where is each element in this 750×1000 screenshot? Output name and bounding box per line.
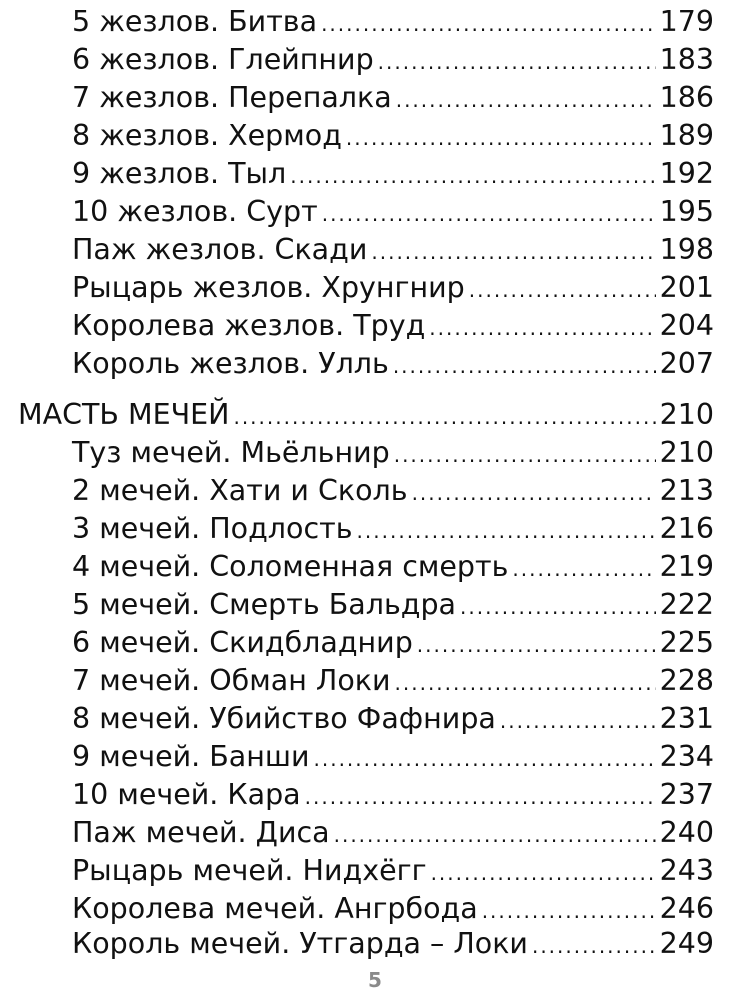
toc-entry-page: 186 bbox=[659, 81, 714, 114]
page-number: 5 bbox=[368, 968, 382, 992]
toc-entry bbox=[72, 79, 714, 117]
toc-dot-leader bbox=[378, 43, 656, 81]
toc-entry-title: 6 жезлов. Глейпнир bbox=[72, 43, 374, 76]
toc-dot-leader bbox=[334, 816, 656, 854]
toc-entry-title: 9 жезлов. Тыл bbox=[72, 157, 287, 190]
toc-entry bbox=[72, 155, 714, 193]
toc-entry-page: 195 bbox=[659, 195, 714, 228]
toc-entry-title: 5 мечей. Смерть Бальдра bbox=[72, 588, 457, 621]
toc-dot-leader bbox=[395, 664, 656, 702]
toc-dot-leader bbox=[346, 119, 656, 157]
toc-dot-leader bbox=[305, 778, 656, 816]
toc-entry-page: 189 bbox=[659, 119, 714, 152]
toc-entry bbox=[72, 41, 714, 79]
toc-dot-leader bbox=[322, 195, 656, 233]
toc-entry-page: 179 bbox=[659, 5, 714, 38]
toc-entry bbox=[72, 925, 714, 963]
toc-dot-leader bbox=[290, 157, 655, 195]
toc-dot-leader bbox=[412, 474, 656, 512]
toc-entry-page: 228 bbox=[659, 664, 714, 697]
toc-entry-page: 240 bbox=[659, 816, 714, 849]
toc-entry-title: 10 жезлов. Сурт bbox=[72, 195, 318, 228]
toc-entry-title: Рыцарь жезлов. Хрунгнир bbox=[72, 271, 465, 304]
toc-dot-leader bbox=[394, 436, 656, 474]
toc-dot-leader bbox=[500, 702, 656, 740]
toc-entry-title: Король жезлов. Улль bbox=[72, 347, 389, 380]
toc-dot-leader bbox=[321, 5, 656, 43]
toc-entry bbox=[72, 852, 714, 890]
toc-dot-leader bbox=[357, 512, 656, 550]
toc-entry bbox=[72, 472, 714, 510]
toc-dot-leader bbox=[371, 233, 655, 271]
toc-dot-leader bbox=[532, 927, 656, 965]
toc-entry-page: 225 bbox=[659, 626, 714, 659]
toc-entry-title: 4 мечей. Соломенная смерть bbox=[72, 550, 509, 583]
toc-entry-page: 216 bbox=[659, 512, 714, 545]
toc-entry-title: Королева жезлов. Труд bbox=[72, 309, 426, 342]
toc-entry-title: 8 мечей. Убийство Фафнира bbox=[72, 702, 496, 735]
toc-entry-title: 6 мечей. Скидбладнир bbox=[72, 626, 413, 659]
toc-entry bbox=[72, 117, 714, 155]
toc-entry bbox=[72, 586, 714, 624]
toc-entry bbox=[72, 231, 714, 269]
toc-entry bbox=[72, 662, 714, 700]
toc-entry bbox=[72, 434, 714, 472]
toc-entry-title: Туз мечей. Мьёльнир bbox=[72, 436, 390, 469]
toc-dot-leader bbox=[314, 740, 656, 778]
toc-entry-page: 219 bbox=[659, 550, 714, 583]
toc-entry bbox=[72, 624, 714, 662]
toc-entry bbox=[72, 814, 714, 852]
toc-entry-page: 201 bbox=[659, 271, 714, 304]
toc-entry-page: 237 bbox=[659, 778, 714, 811]
toc-dot-leader bbox=[393, 347, 656, 385]
toc-dot-leader bbox=[233, 398, 655, 436]
toc-dot-leader bbox=[460, 588, 656, 626]
toc-entry-title: 7 мечей. Обман Локи bbox=[72, 664, 391, 697]
toc-entry-page: 231 bbox=[659, 702, 714, 735]
toc-entry-page: 192 bbox=[659, 157, 714, 190]
toc-entry-page: 234 bbox=[659, 740, 714, 773]
toc-dot-leader bbox=[429, 309, 655, 347]
toc-entry-title: Королева мечей. Ангрбода bbox=[72, 892, 478, 925]
toc-entry-page: 243 bbox=[659, 854, 714, 887]
toc-entry-page: 213 bbox=[659, 474, 714, 507]
toc-entry bbox=[72, 510, 714, 548]
toc-section-title: МАСТЬ МЕЧЕЙ bbox=[18, 398, 230, 431]
toc-entry-page: 222 bbox=[659, 588, 714, 621]
toc-entry-title: 2 мечей. Хати и Сколь bbox=[72, 474, 408, 507]
toc-entry bbox=[72, 776, 714, 814]
toc-entry-title: 8 жезлов. Хермод bbox=[72, 119, 342, 152]
toc-entry-title: Рыцарь мечей. Нидхёгг bbox=[72, 854, 427, 887]
toc-entry bbox=[72, 3, 714, 41]
toc-entry-page: 249 bbox=[659, 927, 714, 960]
toc-entry bbox=[72, 193, 714, 231]
toc-entry bbox=[72, 307, 714, 345]
toc-entry-title: 10 мечей. Кара bbox=[72, 778, 301, 811]
toc-entry-page: 198 bbox=[659, 233, 714, 266]
toc-entry bbox=[72, 700, 714, 738]
toc-entry-page: 210 bbox=[659, 436, 714, 469]
toc-entry bbox=[72, 890, 714, 928]
toc-entry-title: Паж мечей. Диса bbox=[72, 816, 330, 849]
toc-entry bbox=[72, 269, 714, 307]
toc-section-heading bbox=[18, 396, 714, 434]
toc-dot-leader bbox=[469, 271, 656, 309]
toc-entry-title: 9 мечей. Банши bbox=[72, 740, 310, 773]
toc-entry-title: 5 жезлов. Битва bbox=[72, 5, 318, 38]
toc-entry-title: Король мечей. Утгарда – Локи bbox=[72, 927, 528, 960]
toc-entry-title: 7 жезлов. Перепалка bbox=[72, 81, 392, 114]
toc-entry bbox=[72, 548, 714, 586]
toc-dot-leader bbox=[512, 550, 655, 588]
toc-section-page: 210 bbox=[659, 398, 714, 431]
toc-dot-leader bbox=[396, 81, 656, 119]
toc-dot-leader bbox=[431, 854, 656, 892]
toc-entry-page: 207 bbox=[659, 347, 714, 380]
toc-entry-title: Паж жезлов. Скади bbox=[72, 233, 368, 266]
toc-entry-page: 246 bbox=[659, 892, 714, 925]
toc-entry bbox=[72, 738, 714, 776]
toc-entry-title: 3 мечей. Подлость bbox=[72, 512, 353, 545]
toc-entry bbox=[72, 345, 714, 383]
toc-entry-page: 204 bbox=[659, 309, 714, 342]
toc-dot-leader bbox=[417, 626, 656, 664]
toc-entry-page: 183 bbox=[659, 43, 714, 76]
